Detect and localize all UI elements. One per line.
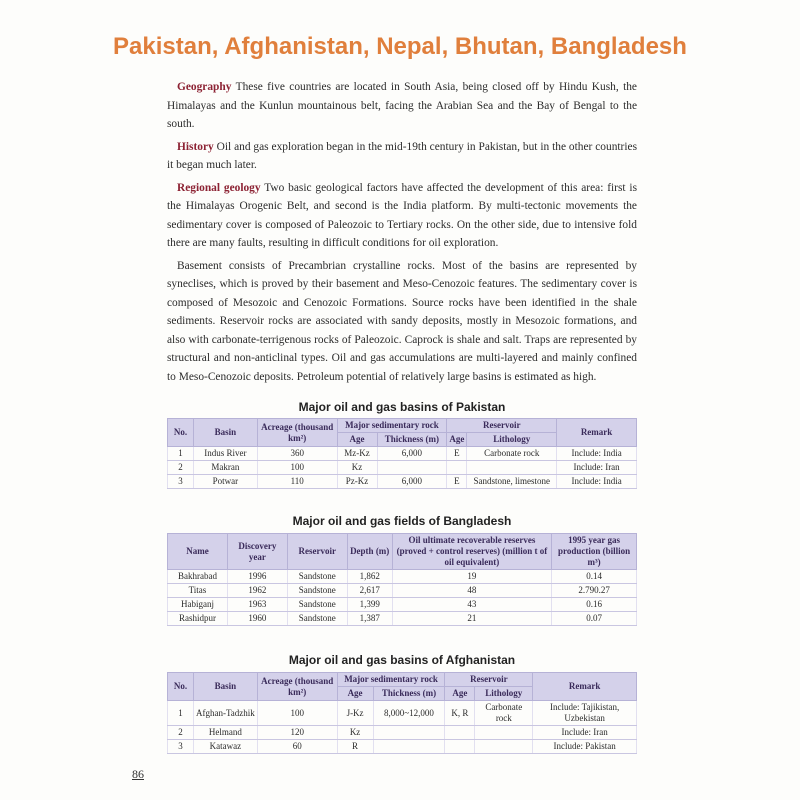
table-cell: K, R xyxy=(445,701,475,726)
history-paragraph xyxy=(167,138,637,175)
table-cell: Habiganj xyxy=(168,598,228,612)
table-cell: Include: Iran xyxy=(533,726,637,740)
table-cell: Indus River xyxy=(193,447,257,461)
table-cell: 1,399 xyxy=(347,598,392,612)
pakistan-table-caption: Major oil and gas basins of Pakistan xyxy=(298,400,506,414)
table-cell: 1,387 xyxy=(347,612,392,626)
header-gas-production: 1995 year gas production (billion m³) xyxy=(552,534,637,570)
table-cell: Makran xyxy=(193,461,257,475)
table-cell: 1960 xyxy=(227,612,287,626)
table-cell: 2.790.27 xyxy=(552,584,637,598)
table-row xyxy=(168,701,637,726)
table-cell xyxy=(373,740,445,754)
page-title: Pakistan, Afghanistan, Nepal, Bhutan, Bangladesh xyxy=(113,33,687,60)
table-row xyxy=(168,584,637,598)
table-cell: 60 xyxy=(257,740,337,754)
table-cell xyxy=(447,461,467,475)
geography-lead: Geography xyxy=(177,81,232,93)
table-cell: Sandstone xyxy=(287,612,347,626)
table-cell: 19 xyxy=(392,570,551,584)
header-lithology: Lithology xyxy=(475,687,533,701)
table-cell: Titas xyxy=(168,584,228,598)
header-thickness: Thickness (m) xyxy=(373,687,445,701)
header-depth: Depth (m) xyxy=(347,534,392,570)
table-cell: 0.16 xyxy=(552,598,637,612)
header-no: No. xyxy=(168,419,194,447)
header-basin: Basin xyxy=(193,673,257,701)
table-cell: Sandstone xyxy=(287,598,347,612)
header-no: No. xyxy=(168,673,194,701)
table-cell: 1,862 xyxy=(347,570,392,584)
header-reservoir: Reservoir xyxy=(287,534,347,570)
table-cell: 8,000~12,000 xyxy=(373,701,445,726)
table-row xyxy=(168,461,637,475)
header-reservoir: Reservoir xyxy=(445,673,533,687)
pakistan-basins-table xyxy=(167,418,637,489)
table-row xyxy=(168,612,637,626)
table-cell xyxy=(475,726,533,740)
table-row xyxy=(168,740,637,754)
table-row xyxy=(168,726,637,740)
bangladesh-table-caption: Major oil and gas fields of Bangladesh xyxy=(292,514,512,528)
table-cell: Carbonate rock xyxy=(475,701,533,726)
header-sedimentary-rock: Major sedimentary rock xyxy=(337,673,445,687)
table-cell: 0.14 xyxy=(552,570,637,584)
table-cell xyxy=(377,461,447,475)
table-row xyxy=(168,447,637,461)
afghanistan-table-caption: Major oil and gas basins of Afghanistan xyxy=(288,653,516,667)
page-number: 86 xyxy=(132,767,144,781)
header-name: Name xyxy=(168,534,228,570)
table-cell xyxy=(475,740,533,754)
table-cell: Bakhrabad xyxy=(168,570,228,584)
history-lead: History xyxy=(177,140,214,153)
table-cell: 0.07 xyxy=(552,612,637,626)
table-cell: R xyxy=(337,740,373,754)
table-cell: 100 xyxy=(257,701,337,726)
header-thickness: Thickness (m) xyxy=(377,433,447,447)
table-cell: Helmand xyxy=(193,726,257,740)
table-cell: 1963 xyxy=(227,598,287,612)
table-cell xyxy=(445,726,475,740)
regional-geology-paragraph xyxy=(167,179,637,253)
table-cell: Sandstone, limestone xyxy=(467,475,557,489)
table-cell: 3 xyxy=(168,475,194,489)
table-cell: Kz xyxy=(337,726,373,740)
header-remark: Remark xyxy=(557,419,637,447)
table-cell: 120 xyxy=(257,726,337,740)
table-cell: Include: Iran xyxy=(557,461,637,475)
header-reservoir-age: Age xyxy=(447,433,467,447)
table-cell: 2 xyxy=(168,461,194,475)
table-cell: 1996 xyxy=(227,570,287,584)
header-discovery-year: Discovery year xyxy=(227,534,287,570)
body-text xyxy=(167,78,637,390)
table-row xyxy=(168,598,637,612)
table-cell: 21 xyxy=(392,612,551,626)
header-reservoir-age: Age xyxy=(445,687,475,701)
header-age: Age xyxy=(337,687,373,701)
geography-text: These five countries are located in South Asia, being closed off by Hindu Kush, the Himalayas and the Kunlun mountainous belt, facing the Arabian Sea and the Bay of Bengal to the south. xyxy=(167,81,637,130)
table-cell: Kz xyxy=(337,461,377,475)
table-row xyxy=(168,475,637,489)
table-cell: E xyxy=(447,475,467,489)
table-cell: Rashidpur xyxy=(168,612,228,626)
table-cell: Pz-Kz xyxy=(337,475,377,489)
table-cell: Carbonate rock xyxy=(467,447,557,461)
table-cell: 100 xyxy=(257,461,337,475)
table-cell: 6,000 xyxy=(377,475,447,489)
header-basin: Basin xyxy=(193,419,257,447)
table-cell: 360 xyxy=(257,447,337,461)
table-cell: Sandstone xyxy=(287,570,347,584)
table-cell: Include: India xyxy=(557,475,637,489)
table-cell: 2,617 xyxy=(347,584,392,598)
table-cell: 2 xyxy=(168,726,194,740)
table-cell: 48 xyxy=(392,584,551,598)
table-cell: 1962 xyxy=(227,584,287,598)
table-cell: Potwar xyxy=(193,475,257,489)
regional-geology-text: Two basic geological factors have affected the development of this area: first is the Himalayas Orogenic Belt, and second is the India platform. By multi-tectonic movements the sedimentary cover is composed of Paleozoic to Tertiary rocks. On the other side, due to intensive fold there are many faults, resulting in difficult conditions for oil exploration. xyxy=(167,181,637,249)
geography-paragraph xyxy=(167,78,637,134)
table-cell: Include: Pakistan xyxy=(533,740,637,754)
table-cell: Include: India xyxy=(557,447,637,461)
history-text: Oil and gas exploration began in the mid-19th century in Pakistan, but in the other countries it began much later. xyxy=(167,140,637,171)
table-row xyxy=(168,570,637,584)
header-sedimentary-rock: Major sedimentary rock xyxy=(337,419,447,433)
table-cell xyxy=(467,461,557,475)
header-remark: Remark xyxy=(533,673,637,701)
table-cell: 110 xyxy=(257,475,337,489)
table-cell: Include: Tajikistan, Uzbekistan xyxy=(533,701,637,726)
table-cell: 1 xyxy=(168,447,194,461)
basement-paragraph: Basement consists of Precambrian crystalline rocks. Most of the basins are represented by syneclises, which is proved by their basement and Meso-Cenozoic features. The sedimentary cover is composed of Mesozoic and Cenozoic Formations. Source rocks have been identified in the shale sediments. Reservoir rocks are associated with sandy deposits, mostly in Mesozoic formations, and also with carbonate-terrigenous rocks of Paleozoic. Caprock is shale and salt. Traps are represented by structural and non-anticlinal types. Oil and gas accumulations are multi-layered and mainly confined to Meso-Cenozoic deposits. Petroleum potential of relatively large basins is estimated as high. xyxy=(167,259,637,383)
table-cell: 3 xyxy=(168,740,194,754)
header-acreage: Acreage (thousand km²) xyxy=(257,673,337,701)
table-cell: E xyxy=(447,447,467,461)
table-cell: 43 xyxy=(392,598,551,612)
table-cell: 6,000 xyxy=(377,447,447,461)
table-cell: Afghan-Tadzhik xyxy=(193,701,257,726)
header-lithology: Lithology xyxy=(467,433,557,447)
header-oil-reserves: Oil ultimate recoverable reserves (proved + control reserves) (million t of oil equivalent) xyxy=(392,534,551,570)
bangladesh-fields-table xyxy=(167,533,637,626)
table-cell: J-Kz xyxy=(337,701,373,726)
table-cell: Mz-Kz xyxy=(337,447,377,461)
table-cell: Sandstone xyxy=(287,584,347,598)
table-cell: 1 xyxy=(168,701,194,726)
afghanistan-basins-table xyxy=(167,672,637,754)
header-reservoir: Reservoir xyxy=(447,419,557,433)
table-cell xyxy=(373,726,445,740)
header-acreage: Acreage (thousand km²) xyxy=(257,419,337,447)
table-cell xyxy=(445,740,475,754)
header-age: Age xyxy=(337,433,377,447)
regional-geology-lead: Regional geology xyxy=(177,181,261,194)
table-cell: Katawaz xyxy=(193,740,257,754)
